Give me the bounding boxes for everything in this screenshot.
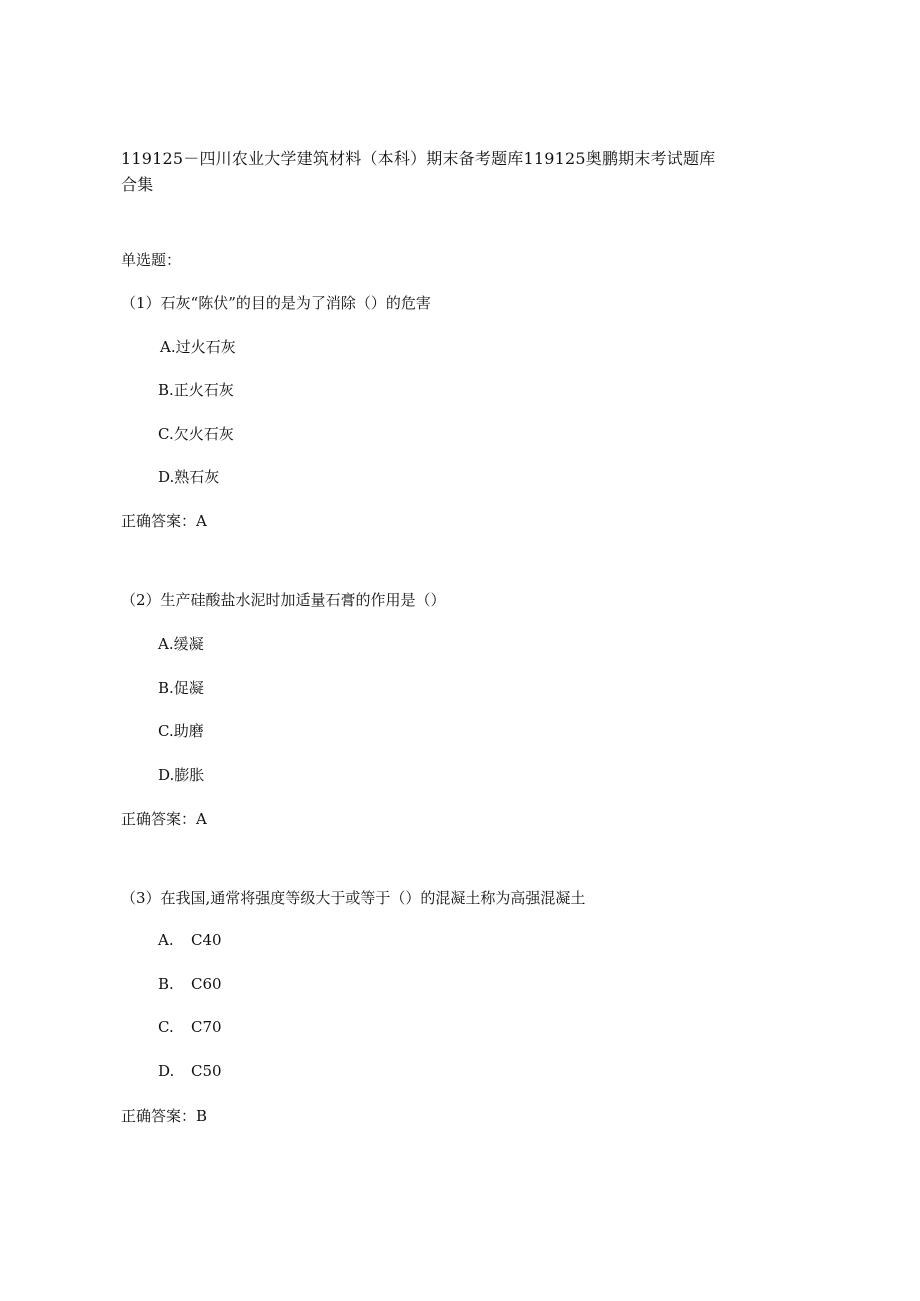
option-text: C70 — [191, 1018, 222, 1036]
option-letter: D. — [158, 468, 175, 486]
question-1-option-a — [160, 336, 236, 357]
option-text: 过火石灰 — [175, 338, 236, 356]
question-3-option-d — [158, 1062, 222, 1080]
option-letter: B. — [158, 381, 174, 399]
option-text: C40 — [191, 931, 222, 949]
option-text: 促凝 — [173, 679, 204, 697]
question-1-option-d — [158, 466, 219, 487]
question-3-option-a — [158, 931, 222, 949]
option-letter: D. — [158, 1062, 175, 1080]
option-letter: C. — [158, 722, 174, 740]
question-2-stem: （2）生产硅酸盐水泥时加适量石膏的作用是（） — [121, 591, 446, 609]
question-2-option-d — [158, 764, 204, 785]
question-2-option-c — [158, 720, 204, 741]
question-1-option-b — [158, 379, 234, 400]
option-text: 欠火石灰 — [173, 425, 234, 443]
option-letter: D. — [158, 766, 175, 784]
section-label-single-choice: 单选题： — [121, 251, 182, 269]
question-3-option-b — [158, 975, 222, 993]
question-1-option-c — [158, 423, 234, 444]
option-text: 正火石灰 — [173, 381, 234, 399]
option-letter: C. — [158, 1018, 174, 1036]
option-text: 助磨 — [173, 722, 204, 740]
option-letter: A. — [158, 635, 174, 653]
option-letter: A. — [160, 338, 176, 356]
option-letter: A. — [158, 931, 174, 949]
question-2-option-b — [158, 677, 204, 698]
question-2-answer: 正确答案：A — [121, 810, 207, 828]
option-text: 熟石灰 — [174, 468, 220, 486]
option-letter: C. — [158, 425, 174, 443]
question-1-answer: 正确答案：A — [121, 512, 207, 530]
question-1-stem: （1）石灰“陈伏”的目的是为了消除（）的危害 — [121, 294, 431, 312]
question-3-stem: （3）在我国,通常将强度等级大于或等于（）的混凝土称为高强混凝土 — [121, 889, 586, 907]
option-text: 膨胀 — [174, 766, 205, 784]
document-title: 119125－四川农业大学建筑材料（本科）期末备考题库119125奥鹏期末考试题库合集 — [121, 149, 716, 194]
option-text: C60 — [191, 975, 222, 993]
option-letter: B. — [158, 679, 174, 697]
question-3-answer: 正确答案：B — [121, 1107, 208, 1125]
option-text: 缓凝 — [173, 635, 204, 653]
question-3-option-c — [158, 1018, 222, 1036]
option-text: C50 — [191, 1062, 222, 1080]
option-letter: B. — [158, 975, 174, 993]
question-2-option-a — [158, 633, 204, 654]
